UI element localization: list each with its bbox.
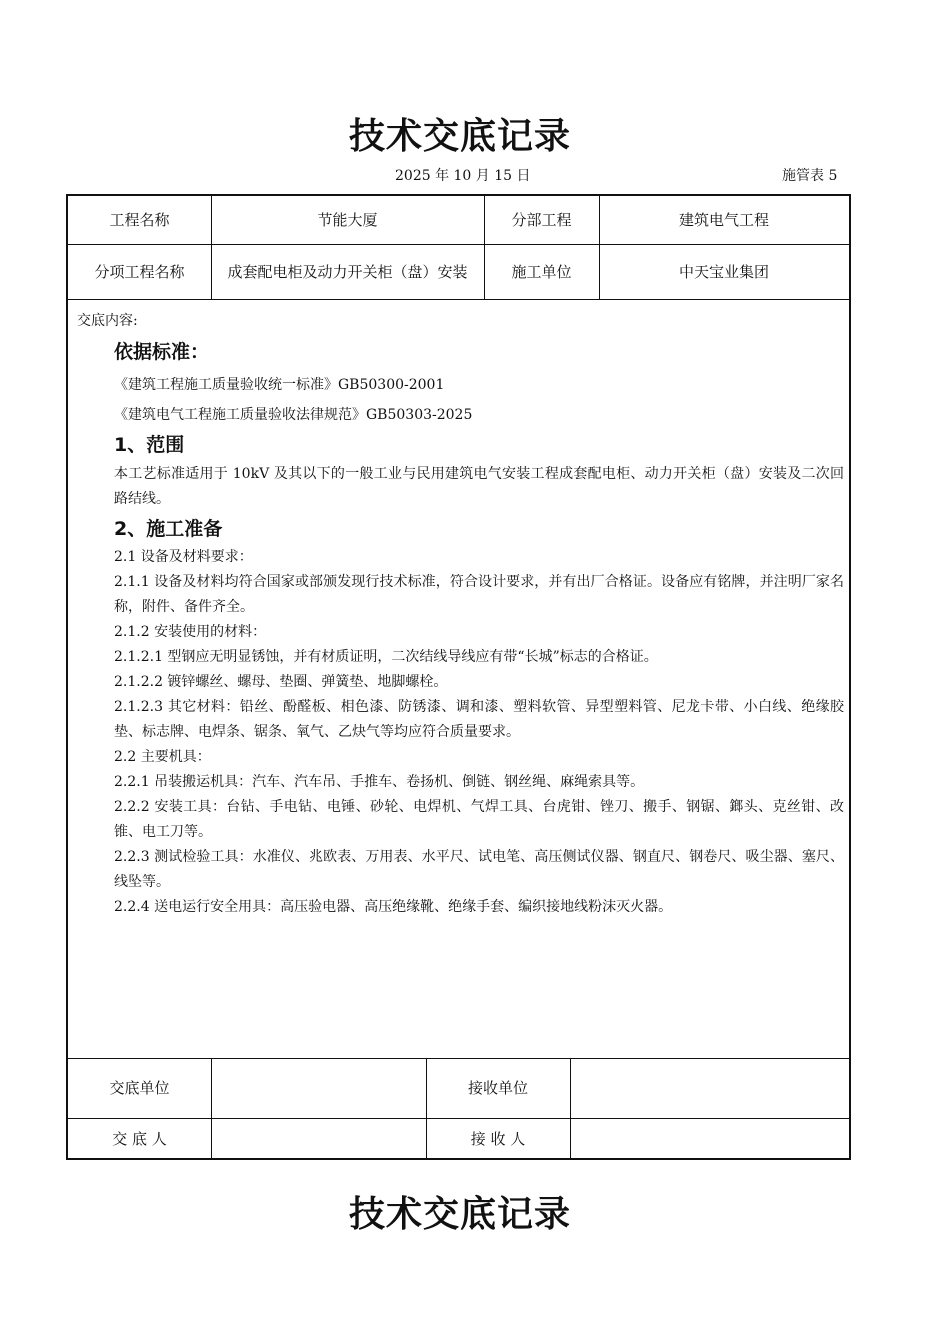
next-page-title: 技术交底记录 <box>348 1194 571 1235</box>
subitem-label: 分项工程名称 <box>94 262 185 281</box>
issuer-label: 交 底 人 <box>112 1130 167 1148</box>
division-value: 建筑电气工程 <box>678 211 769 229</box>
receiver-unit-label: 接收单位 <box>467 1079 528 1097</box>
record-table <box>66 194 851 1160</box>
scope-text: 本工艺标准适用于 10kV 及其以下的一般工业与民用建筑电气安装工程成套配电柜、动力开关柜（盘）安装及二次回路结线。 <box>114 466 844 507</box>
contractor-value: 中天宝业集团 <box>678 262 769 281</box>
paragraph: 2.1.1 设备及材料均符合国家或部颁发现行技术标准，符合设计要求，并有出厂合格证。设备应有铭牌，并注明厂家名称，附件、备件齐全。 <box>114 574 844 615</box>
issuer-unit-label: 交底单位 <box>109 1079 170 1097</box>
paragraph: 2.1.2.2 镀锌螺丝、螺母、垫圈、弹簧垫、地脚螺栓。 <box>114 674 448 690</box>
receiver-unit-field[interactable] <box>570 1058 849 1118</box>
paragraph: 2.2.2 安装工具：台钻、手电钻、电锤、砂轮、电焊机、气焊工具、台虎钳、锉刀、搬手、钢锯、鎯头、克丝钳、改锥、电工刀等。 <box>114 799 844 840</box>
content-label: 交底内容: <box>77 313 138 329</box>
contractor-label: 施工单位 <box>511 262 572 281</box>
project-name-label: 工程名称 <box>109 211 170 229</box>
page-title: 技术交底记录 <box>348 116 571 157</box>
paragraph: 2.1.2.3 其它材料：铅丝、酚醛板、相色漆、防锈漆、调和漆、塑料软管、异型塑料管、尼龙卡带、小白线、绝缘胶垫、标志牌、电焊条、锯条、氧气、乙炔气等均应符合质量要求。 <box>114 699 844 740</box>
paragraph: 2.1 设备及材料要求： <box>114 549 253 565</box>
paragraph: 2.1.2 安装使用的材料： <box>114 624 267 640</box>
issuer-unit-field[interactable] <box>211 1058 426 1118</box>
date: 2025 年 10 月 15 日 <box>395 168 531 184</box>
project-name-value: 节能大厦 <box>317 211 378 229</box>
receiver-field[interactable] <box>570 1118 849 1160</box>
receiver-label: 接 收 人 <box>470 1130 526 1148</box>
standard-1: 《建筑工程施工质量验收统一标准》GB50300-2001 <box>114 377 445 393</box>
scope-heading: 1、范围 <box>114 434 185 456</box>
standard-2: 《建筑电气工程施工质量验收法律规范》GB50303-2025 <box>114 407 473 423</box>
form-number: 施管表 5 <box>782 168 838 184</box>
paragraph: 2.2 主要机具： <box>114 749 211 765</box>
paragraph: 2.1.2.1 型钢应无明显锈蚀，并有材质证明，二次结线导线应有带“长城”标志的合格证。 <box>114 649 658 665</box>
division-label: 分部工程 <box>511 211 572 229</box>
paragraph: 2.2.4 送电运行安全用具：高压验电器、高压绝缘靴、绝缘手套、编织接地线粉沫灭火器。 <box>114 899 673 915</box>
subitem-value: 成套配电柜及动力开关柜（盘）安装 <box>227 262 468 281</box>
row-divider <box>68 299 849 300</box>
paragraph: 2.2.1 吊装搬运机具：汽车、汽车吊、手推车、卷扬机、倒链、钢丝绳、麻绳索具等。 <box>114 774 645 790</box>
issuer-field[interactable] <box>211 1118 426 1160</box>
basis-heading: 依据标准： <box>114 341 210 363</box>
prep-heading: 2、施工准备 <box>114 518 223 540</box>
paragraph: 2.2.3 测试检验工具：水准仪、兆欧表、万用表、水平尺、试电笔、高压侧试仪器、钢直尺、钢卷尺、吸尘器、塞尺、线坠等。 <box>114 849 844 890</box>
